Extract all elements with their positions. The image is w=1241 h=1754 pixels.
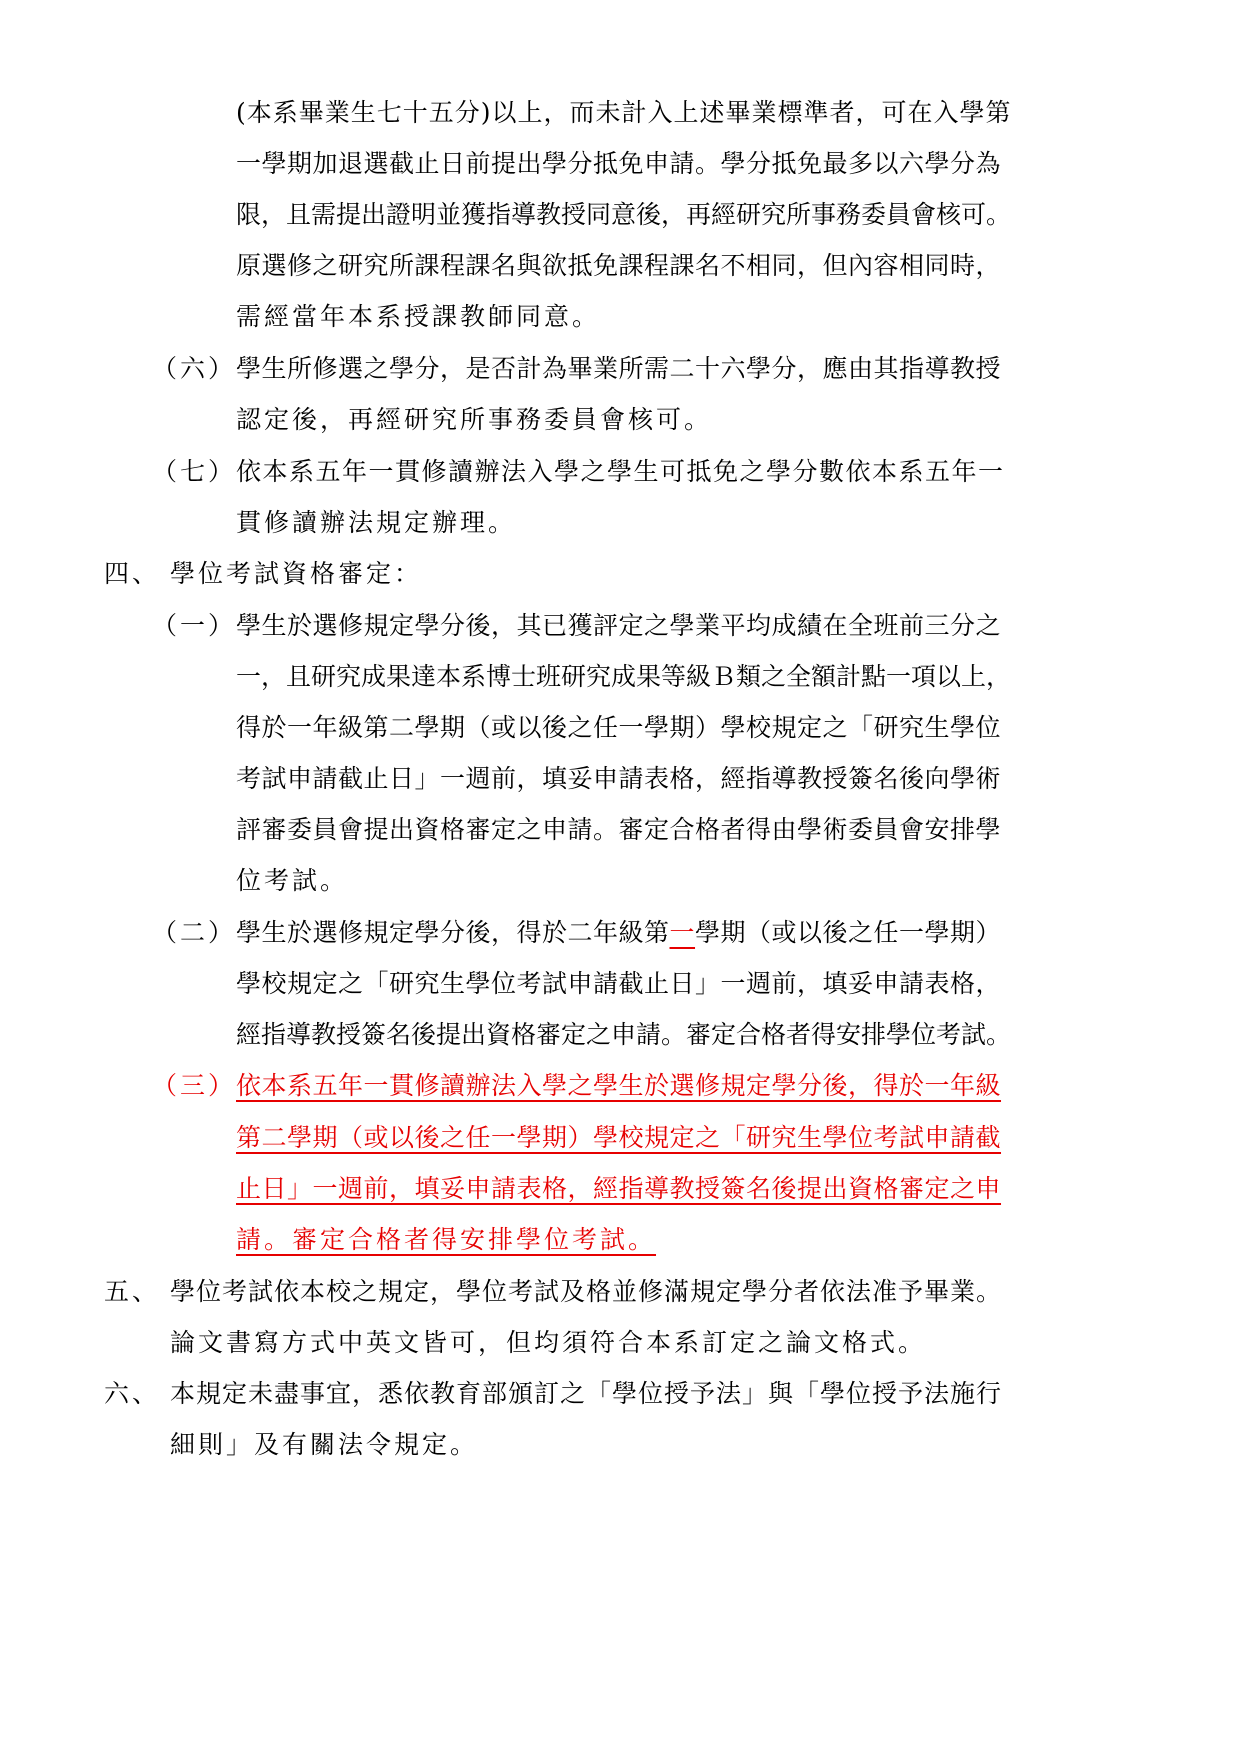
s4-item-1-line-3: 得於一年級第二學期（或以後之任一學期）學校規定之「研究生學位: [236, 713, 1002, 742]
section-4-title: 學位考試資格審定：: [170, 559, 423, 588]
s4-item-1-marker: （一）: [152, 611, 237, 640]
item-6-marker: （六）: [152, 354, 237, 383]
s4-item-3-line-2: 第二學期（或以後之任一學期）學校規定之「研究生學位考試申請截: [236, 1123, 1002, 1152]
section-6-marker: 六、: [104, 1379, 161, 1408]
section-6-line-2: 細則」及有關法令規定。: [170, 1430, 479, 1459]
item-7-line-2: 貫修讀辦法規定辦理。: [236, 508, 517, 537]
s4-item-2-line-3: 經指導教授簽名後提出資格審定之申請。審定合格者得安排學位考試。: [236, 1020, 1012, 1049]
intro-line-5: 需經當年本系授課教師同意。: [236, 302, 601, 331]
item-7-marker: （七）: [152, 457, 237, 486]
s4-item-1-line-5: 評審委員會提出資格審定之申請。審定合格者得由學術委員會安排學: [236, 815, 1002, 844]
section-6-line-1: 本規定未盡事宜，悉依教育部頒訂之「學位授予法」與「學位授予法施行: [170, 1379, 1003, 1408]
section-5-line-2: 論文書寫方式中英文皆可，但均須符合本系訂定之論文格式。: [170, 1328, 927, 1357]
s4-item-1-line-2: 一，且研究成果達本系博士班研究成果等級Ｂ類之全額計點一項以上，: [236, 662, 1012, 691]
s4-item-3-line-3: 止日」一週前，填妥申請表格，經指導教授簽名後提出資格審定之申: [236, 1174, 1002, 1203]
item-6-line-1: 學生所修選之學分，是否計為畢業所需二十六學分，應由其指導教授: [236, 354, 1002, 383]
s4-item-2-marker: （二）: [152, 918, 237, 947]
section-5-marker: 五、: [104, 1277, 161, 1306]
s4-item-3-line-1: 依本系五年一貫修讀辦法入學之學生於選修規定學分後，得於一年級: [236, 1071, 1002, 1100]
intro-line-3: 限，且需提出證明並獲指導教授同意後，再經研究所事務委員會核可。: [236, 200, 1012, 229]
s4-item-3-line-4: 請。審定合格者得安排學位考試。: [236, 1225, 657, 1254]
section-4-marker: 四、: [104, 559, 161, 588]
item-7-line-1: 依本系五年一貫修讀辦法入學之學生可抵免之學分數依本系五年一: [236, 457, 1005, 486]
revision-highlight: 一: [669, 918, 696, 947]
s4-item-2-line-2: 學校規定之「研究生學位考試申請截止日」一週前，填妥申請表格，: [236, 969, 1002, 998]
s4-item-2-line-1: [236, 915, 1001, 951]
s4-item-1-line-1: 學生於選修規定學分後，其已獲評定之學業平均成績在全班前三分之: [236, 611, 1002, 640]
intro-line-2: 一學期加退選截止日前提出學分抵免申請。學分抵免最多以六學分為: [236, 149, 1002, 178]
s4-item-2-line-1-after: 學期（或以後之任一學期）: [695, 918, 1002, 947]
item-6-line-2: 認定後，再經研究所事務委員會核可。: [236, 405, 713, 434]
s4-item-1-line-6: 位考試。: [236, 866, 349, 895]
s4-item-2-line-1-before: 學生於選修規定學分後，得於二年級第: [236, 918, 670, 947]
intro-line-1: (本系畢業生七十五分)以上，而未計入上述畢業標準者，可在入學第: [236, 98, 1012, 127]
s4-item-3-marker: （三）: [152, 1071, 237, 1100]
s4-item-1-line-4: 考試申請截止日」一週前，填妥申請表格，經指導教授簽名後向學術: [236, 764, 1002, 793]
section-5-line-1: 學位考試依本校之規定，學位考試及格並修滿規定學分者依法准予畢業。: [170, 1277, 1003, 1306]
intro-line-4: 原選修之研究所課程課名與欲抵免課程課名不相同，但內容相同時，: [236, 251, 1002, 280]
